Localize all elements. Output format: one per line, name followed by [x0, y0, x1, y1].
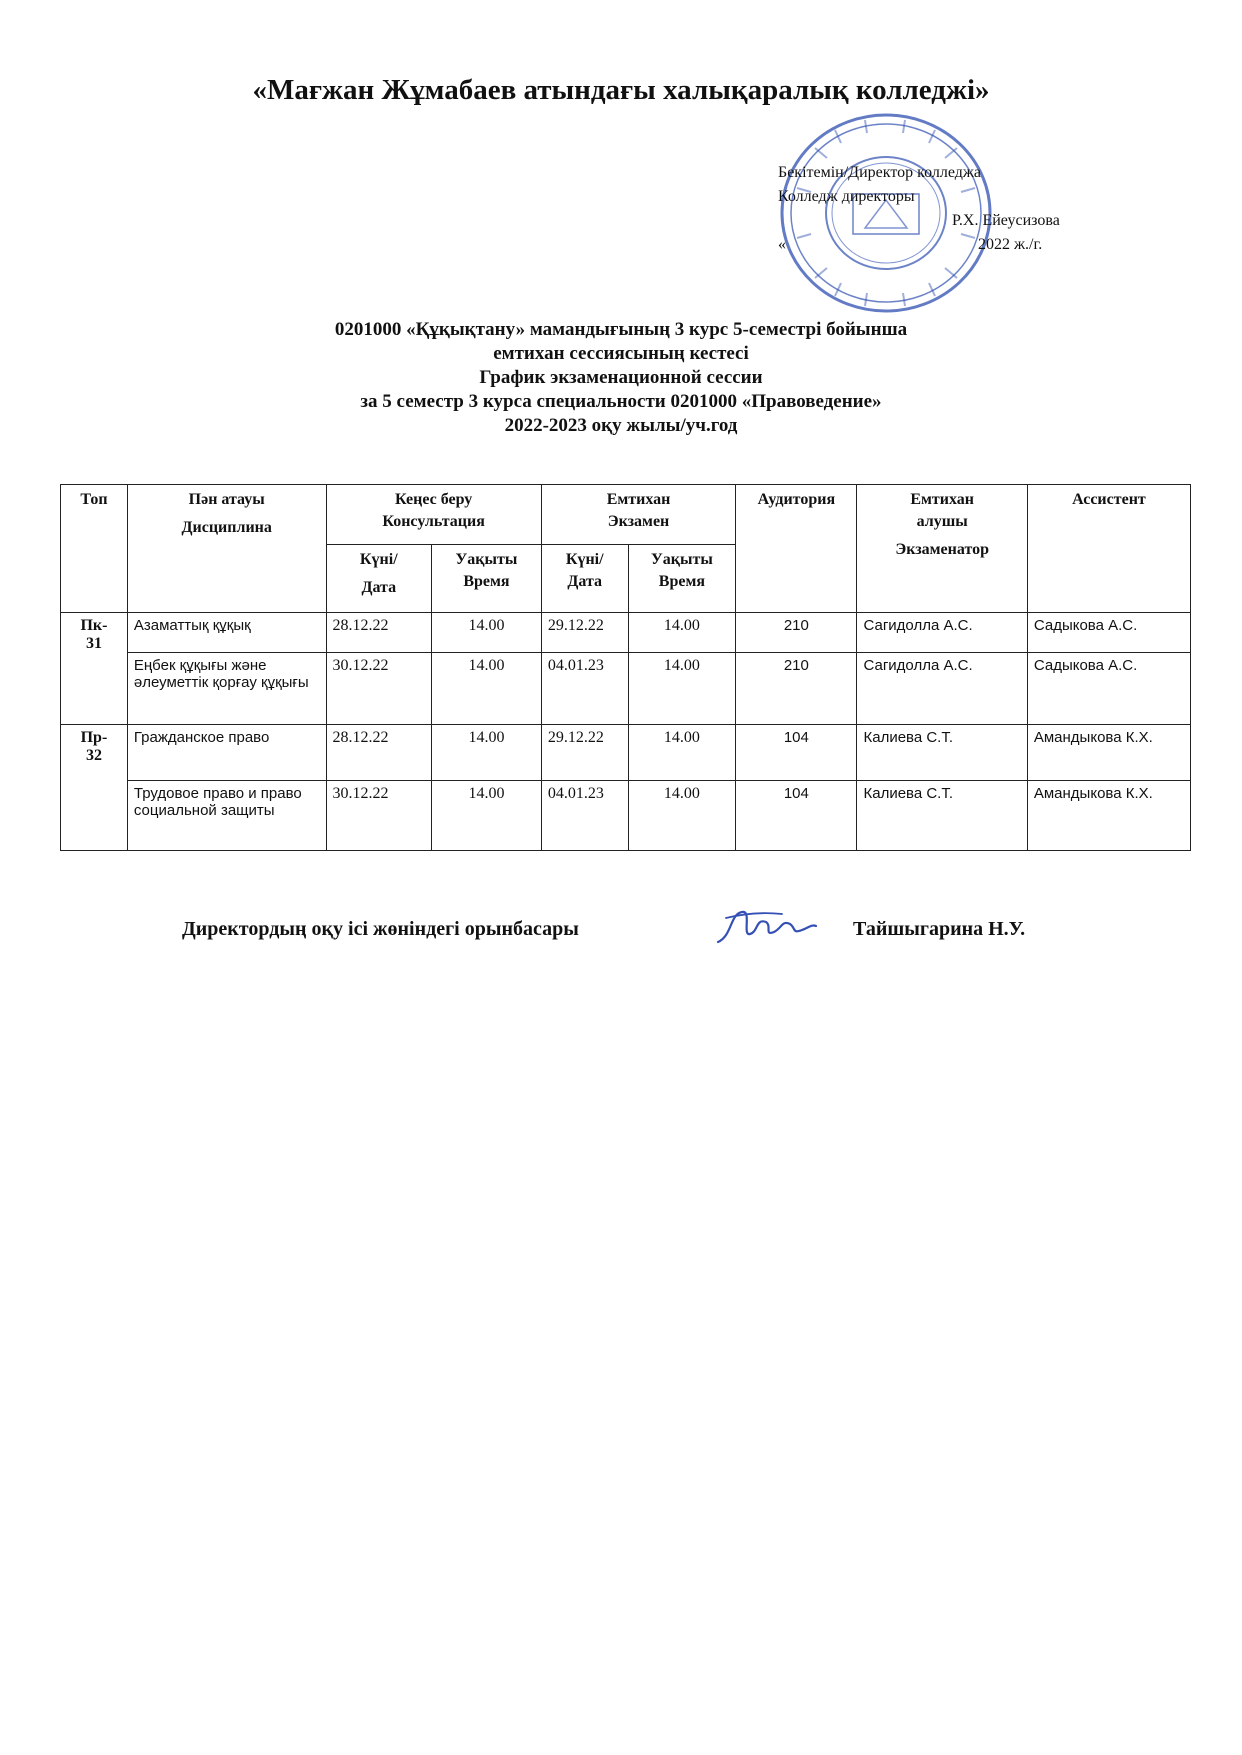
- exam-time-cell: 14.00: [628, 781, 736, 851]
- assistant-cell: Садыкова А.С.: [1027, 613, 1190, 653]
- approval-date-year: 2022 ж./г.: [978, 236, 1043, 253]
- header-consult-time: Уақыты Время: [432, 545, 542, 613]
- heading-line-5: 2022-2023 оқу жылы/уч.год: [504, 415, 738, 436]
- exam-date-cell: 29.12.22: [541, 613, 628, 653]
- approval-date-open: «: [778, 236, 786, 253]
- examiner-cell: Сагидолла А.С.: [857, 613, 1027, 653]
- auditorium-cell: 104: [736, 725, 857, 781]
- assistant-cell: Амандыкова К.Х.: [1027, 781, 1190, 851]
- table-row: [61, 725, 1191, 781]
- college-title: «Мағжан Жұмабаев атындағы халықаралық колледжі»: [252, 74, 990, 106]
- approval-line-1: Бекітемін/Директор колледжа: [778, 164, 982, 181]
- examiner-cell: Сагидолла А.С.: [857, 653, 1027, 725]
- examiner-cell: Калиева С.Т.: [857, 725, 1027, 781]
- group-cell: Пк- 31: [61, 613, 128, 725]
- auditorium-cell: 210: [736, 653, 857, 725]
- header-exam: Емтихан Экзамен: [541, 485, 735, 545]
- header-exam-time: Уақыты Время: [628, 545, 736, 613]
- approval-line-2: Колледж директоры: [778, 188, 915, 205]
- header-discipline: Пән атауы Дисциплина: [127, 485, 326, 613]
- exam-date-cell: 29.12.22: [541, 725, 628, 781]
- signatory-name: Тайшыгарина Н.У.: [853, 918, 1026, 940]
- consult-date-cell: 30.12.22: [326, 781, 432, 851]
- exam-date-cell: 04.01.23: [541, 653, 628, 725]
- handwritten-signature-icon: [712, 906, 822, 952]
- discipline-cell: Азаматтық құқық: [127, 613, 326, 653]
- auditorium-cell: 104: [736, 781, 857, 851]
- signatory-title: Директордың оқу ісі жөніндегі орынбасары: [182, 918, 579, 940]
- exam-schedule-table: [60, 484, 1191, 851]
- table-row: [61, 653, 1191, 725]
- header-consultation: Кеңес беру Консультация: [326, 485, 541, 545]
- auditorium-cell: 210: [736, 613, 857, 653]
- heading-line-2: емтихан сессиясының кестесі: [493, 343, 749, 364]
- heading-line-1: 0201000 «Құқықтану» мамандығының 3 курс 5-семестрі бойынша: [334, 319, 908, 340]
- consult-time-cell: 14.00: [432, 781, 542, 851]
- header-assistant: Ассистент: [1027, 485, 1190, 613]
- header-examiner: Емтихан алушы Экзаменатор: [857, 485, 1027, 613]
- table-row: [61, 781, 1191, 851]
- consult-time-cell: 14.00: [432, 653, 542, 725]
- consult-time-cell: 14.00: [432, 725, 542, 781]
- schedule-heading: [0, 318, 1242, 438]
- exam-date-cell: 04.01.23: [541, 781, 628, 851]
- approval-line-4: [778, 233, 1078, 257]
- exam-time-cell: 14.00: [628, 613, 736, 653]
- discipline-cell: Трудовое право и право социальной защиты: [127, 781, 326, 851]
- table-row: [61, 613, 1191, 653]
- consult-time-cell: 14.00: [432, 613, 542, 653]
- header-group: Топ: [61, 485, 128, 613]
- group-cell: Пр- 32: [61, 725, 128, 851]
- consult-date-cell: 28.12.22: [326, 725, 432, 781]
- header-exam-date: Күні/ Дата: [541, 545, 628, 613]
- approval-block: [778, 161, 1078, 257]
- approval-line-3: Р.Х. Ейеусизова: [952, 212, 1060, 229]
- exam-time-cell: 14.00: [628, 653, 736, 725]
- header-consult-date: Күні/ Дата: [326, 545, 432, 613]
- exam-time-cell: 14.00: [628, 725, 736, 781]
- consult-date-cell: 30.12.22: [326, 653, 432, 725]
- assistant-cell: Амандыкова К.Х.: [1027, 725, 1190, 781]
- heading-line-4: за 5 семестр 3 курса специальности 0201000 «Правоведение»: [360, 391, 882, 412]
- discipline-cell: Гражданское право: [127, 725, 326, 781]
- header-auditorium: Аудитория: [736, 485, 857, 613]
- discipline-cell: Еңбек құқығы және әлеуметтік қорғау құқығы: [127, 653, 326, 725]
- examiner-cell: Калиева С.Т.: [857, 781, 1027, 851]
- consult-date-cell: 28.12.22: [326, 613, 432, 653]
- heading-line-3: График экзаменационной сессии: [479, 367, 763, 388]
- assistant-cell: Садыкова А.С.: [1027, 653, 1190, 725]
